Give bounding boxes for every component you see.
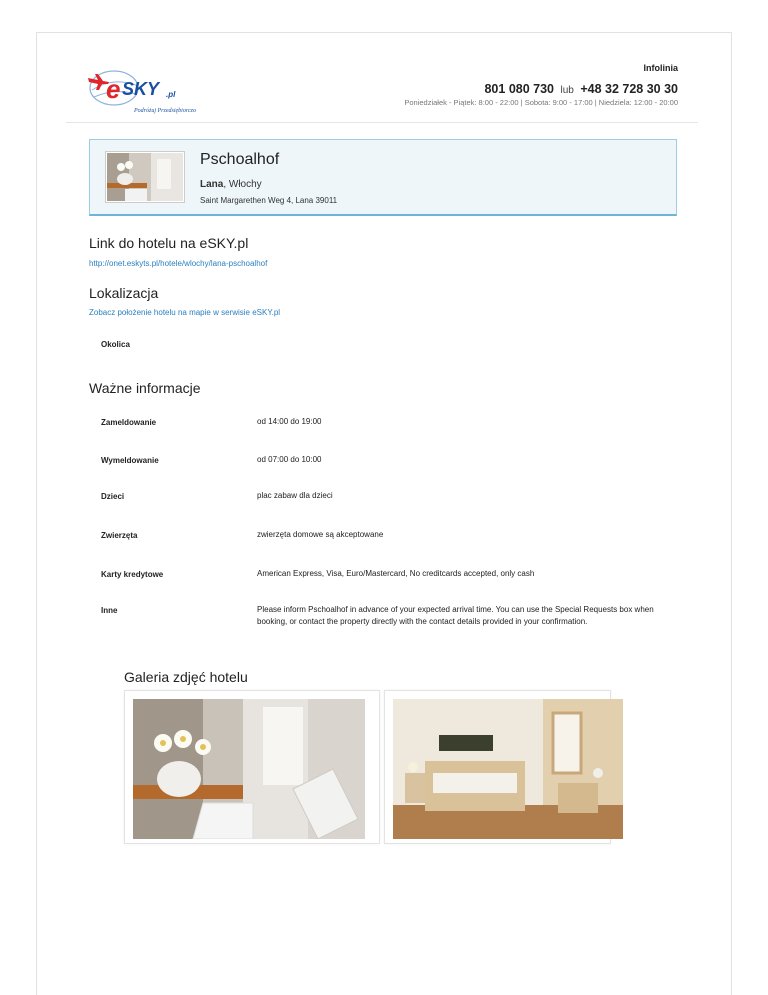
info-row-label: Dzieci	[101, 492, 125, 501]
svg-text:.pl: .pl	[166, 90, 176, 99]
info-row-value: Please inform Pschoalhof in advance of your expected arrival time. You can use the Special Requests box when booking, or contact the property directly with the contact details provided in your confirmation.	[257, 605, 654, 626]
hotline-numbers	[404, 82, 678, 96]
svg-text:SKY: SKY	[122, 79, 160, 99]
info-row-label: Zameldowanie	[101, 418, 157, 427]
hotel-location	[200, 179, 262, 190]
gallery-photo-bedroom[interactable]	[384, 690, 611, 844]
gallery-photo-bathroom[interactable]	[124, 690, 380, 844]
hotel-city: Lana	[200, 179, 224, 190]
location-section-title: Lokalizacja	[89, 285, 159, 301]
map-link[interactable]: Zobacz położenie hotelu na mapie w serwisie eSKY.pl	[89, 308, 281, 317]
info-row-label: Karty kredytowe	[101, 570, 164, 579]
info-row-label: Wymeldowanie	[101, 456, 159, 465]
svg-text:e: e	[106, 74, 121, 104]
phone-primary[interactable]: 801 080 730	[484, 82, 554, 96]
hotel-url-link[interactable]: http://onet.eskyts.pl/hotele/wlochy/lana-pschoalhof	[89, 259, 268, 268]
gallery-title: Galeria zdjęć hotelu	[124, 669, 248, 685]
hotel-summary-box	[89, 139, 677, 216]
logo-tagline: Podróżuj Przedsiębiorczo	[134, 108, 196, 114]
esky-logo[interactable]	[84, 64, 196, 118]
hotline-label: Infolinia	[643, 63, 678, 73]
info-section-title: Ważne informacje	[89, 380, 201, 396]
hotel-address: Saint Margarethen Weg 4, Lana 39011	[200, 196, 338, 205]
info-row-label: Inne	[101, 606, 118, 615]
hotel-country: , Włochy	[223, 179, 262, 190]
info-row-value: od 14:00 do 19:00	[257, 417, 322, 426]
info-row-value: plac zabaw dla dzieci	[257, 491, 333, 500]
hotline-hours: Poniedziałek - Piątek: 8:00 - 22:00 | Sobota: 9:00 - 17:00 | Niedziela: 12:00 - 20:00	[404, 98, 678, 107]
phone-or: lub	[560, 85, 574, 96]
info-row-value: American Express, Visa, Euro/Mastercard, No creditcards accepted, only cash	[257, 569, 535, 578]
info-row-value: od 07:00 do 10:00	[257, 455, 322, 464]
phone-secondary[interactable]: +48 32 728 30 30	[580, 82, 678, 96]
header-divider	[66, 122, 698, 123]
hotel-thumbnail[interactable]	[105, 151, 185, 203]
hotel-name: Pschoalhof	[200, 151, 280, 168]
info-row-value: zwierzęta domowe są akceptowane	[257, 530, 384, 539]
hotline	[404, 63, 678, 107]
info-row-label: Zwierzęta	[101, 531, 138, 540]
link-section-title: Link do hotelu na eSKY.pl	[89, 235, 249, 251]
surroundings-label: Okolica	[101, 340, 130, 349]
